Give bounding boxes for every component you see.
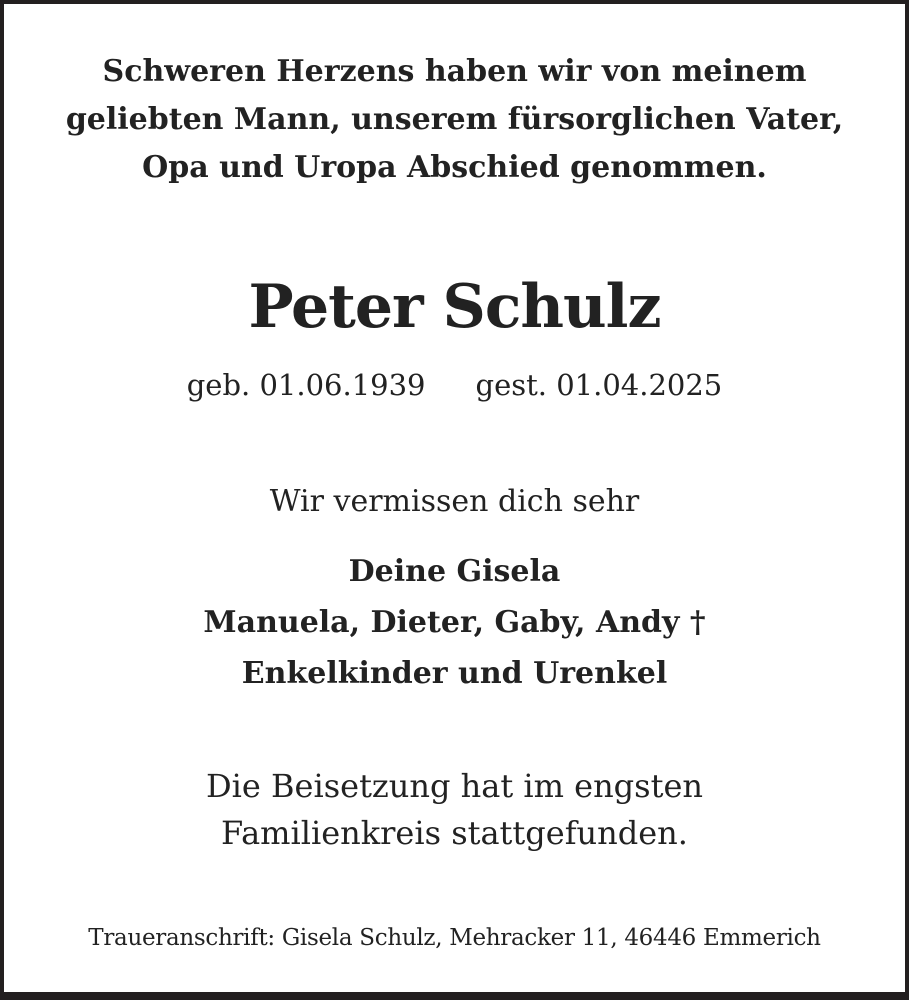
mourning-address: Traueranschrift: Gisela Schulz, Mehracker 11, 46446 Emmerich <box>88 925 821 951</box>
intro-line-1: Schweren Herzens haben wir von meinem <box>102 54 807 89</box>
intro-line-3: Opa und Uropa Abschied genommen. <box>142 150 767 185</box>
burial-line-1: Die Beisetzung hat im engsten <box>206 767 703 805</box>
family-line-1: Deine Gisela <box>348 554 561 589</box>
birth-date: geb. 01.06.1939 <box>186 368 426 402</box>
family-line-2: Manuela, Dieter, Gaby, Andy † <box>203 605 706 640</box>
life-dates <box>0 368 909 402</box>
intro-line-2: geliebten Mann, unserem fürsorglichen Vater, <box>65 102 844 137</box>
family-line-3: Enkelkinder und Urenkel <box>241 656 668 691</box>
miss-message: Wir vermissen dich sehr <box>269 484 640 519</box>
death-date: gest. 01.04.2025 <box>475 368 723 402</box>
burial-line-2: Familienkreis stattgefunden. <box>221 814 688 852</box>
deceased-name: Peter Schulz <box>248 272 661 342</box>
